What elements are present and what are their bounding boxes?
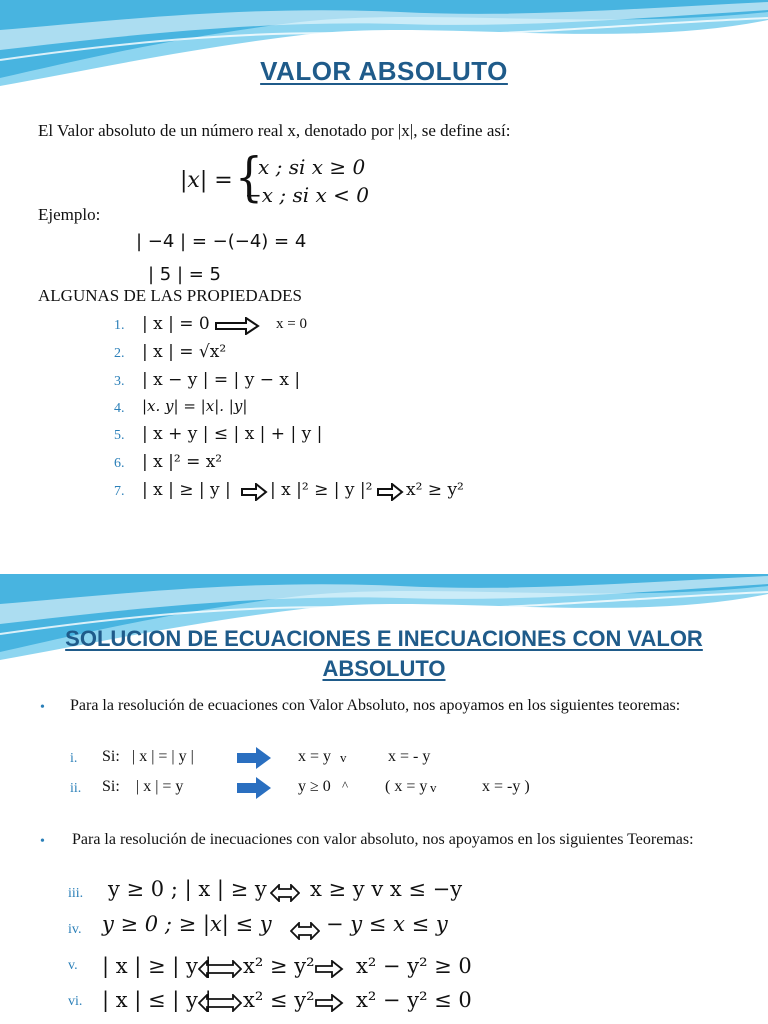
theorem-result-2: x = - y [388,748,431,765]
theorem-result: x ≥ y v x ≤ −y [310,877,463,901]
property-number: 6. [114,456,125,471]
property-expression: | x | = √x² [142,342,227,362]
theorem-result: x² − y² ≥ 0 [356,954,472,978]
theorem-number: iii. [68,886,84,901]
property-number: 5. [114,428,125,443]
theorem-si-label: Si: [102,778,120,795]
iff-arrow-icon [270,884,300,902]
iff-arrow-icon [290,922,320,940]
theorem-expression: | x | = y [136,778,184,795]
property-number: 4. [114,401,125,416]
theorem-expression: | x | ≥ | y | [102,954,212,978]
theorem-number: iv. [68,922,82,937]
property-expression-result: x² ≥ y² [406,480,464,500]
theorem-expression: | x | = | y | [132,748,194,765]
right-arrow-icon [236,776,272,800]
theorem-number: ii. [70,781,82,796]
right-arrow-icon [236,746,272,770]
property-expression-middle: | x |² ≥ | y |² [270,480,373,500]
theorem-result-2b: x = -y ) [482,778,530,795]
section-title: SOLUCION DE ECUACIONES E INECUACIONES CON VALOR ABSOLUTO [65,626,703,681]
theorem-or-symbol: v [340,750,347,765]
theorem-result-1: y ≥ 0 [298,778,331,795]
theorem-si-label: Si: [102,748,120,765]
implies-arrow-icon [314,994,344,1012]
property-number: 7. [114,484,125,499]
property-number: 1. [114,318,125,333]
slide-ecuaciones [0,574,768,1024]
property-result: x = 0 [276,316,307,332]
example-1: | −4 | = −(−4) = 4 [136,231,307,252]
theorem-result: − y ≤ x ≤ y [326,912,448,936]
iff-arrow-icon [198,960,242,978]
theorem-number: v. [68,958,78,973]
property-number: 2. [114,346,125,361]
implies-arrow-icon [376,483,404,501]
theorem-result-1: x = y [298,748,332,765]
bullet-icon: • [40,700,45,715]
property-expression: | x + y | ≤ | x | + | y | [142,424,323,444]
bullet-paragraph-inecuaciones: Para la resolución de inecuaciones con valor absoluto, nos apoyamos en los siguientes Teoremas: [72,831,694,848]
theorem-expression: y ≥ 0 ; ≥ |x| ≤ y [102,912,272,936]
theorem-middle: x² ≤ y² [243,988,315,1012]
theorem-number: i. [70,751,78,766]
theorem-expression: | x | ≤ | y | [102,988,212,1012]
theorem-middle: x² ≥ y² [243,954,315,978]
definition-lhs: |x| = [180,168,233,193]
iff-arrow-icon [198,994,242,1012]
ejemplo-label: Ejemplo: [38,205,101,224]
property-number: 3. [114,374,125,389]
implies-arrow-icon [314,960,344,978]
theorem-or-symbol: v [430,780,437,795]
implies-arrow-icon [214,317,260,335]
bullet-paragraph-ecuaciones: Para la resolución de ecuaciones con Valor Absoluto, nos apoyamos en los siguientes teoremas: [70,697,681,714]
property-expression: | x | = 0 [142,314,210,334]
property-expression: | x |² = x² [142,452,223,472]
theorem-result: x² − y² ≤ 0 [356,988,472,1012]
page-title: VALOR ABSOLUTO [260,56,508,86]
intro-text: El Valor absoluto de un número real x, denotado por |x|, se define así: [38,121,511,140]
slide-separator [0,548,768,574]
theorem-and-symbol: ^ [342,778,349,793]
definition-case-1: x ; si x ≥ 0 [258,155,366,179]
property-expression: |x. y| = |x|. |y| [142,397,248,415]
implies-arrow-icon [240,483,268,501]
theorem-number: vi. [68,994,83,1009]
property-expression: | x − y | = | y − x | [142,370,301,390]
property-expression: | x | ≥ | y | [142,480,231,500]
example-2: | 5 | = 5 [148,264,222,285]
definition-case-2: −x ; si x < 0 [245,183,369,207]
bullet-icon: • [40,834,45,849]
properties-title: ALGUNAS DE LAS PROPIEDADES [38,286,302,305]
theorem-result-2a: ( x = y [385,778,428,795]
brace-icon: { [235,146,263,209]
theorem-expression: y ≥ 0 ; | x | ≥ y [108,877,267,901]
